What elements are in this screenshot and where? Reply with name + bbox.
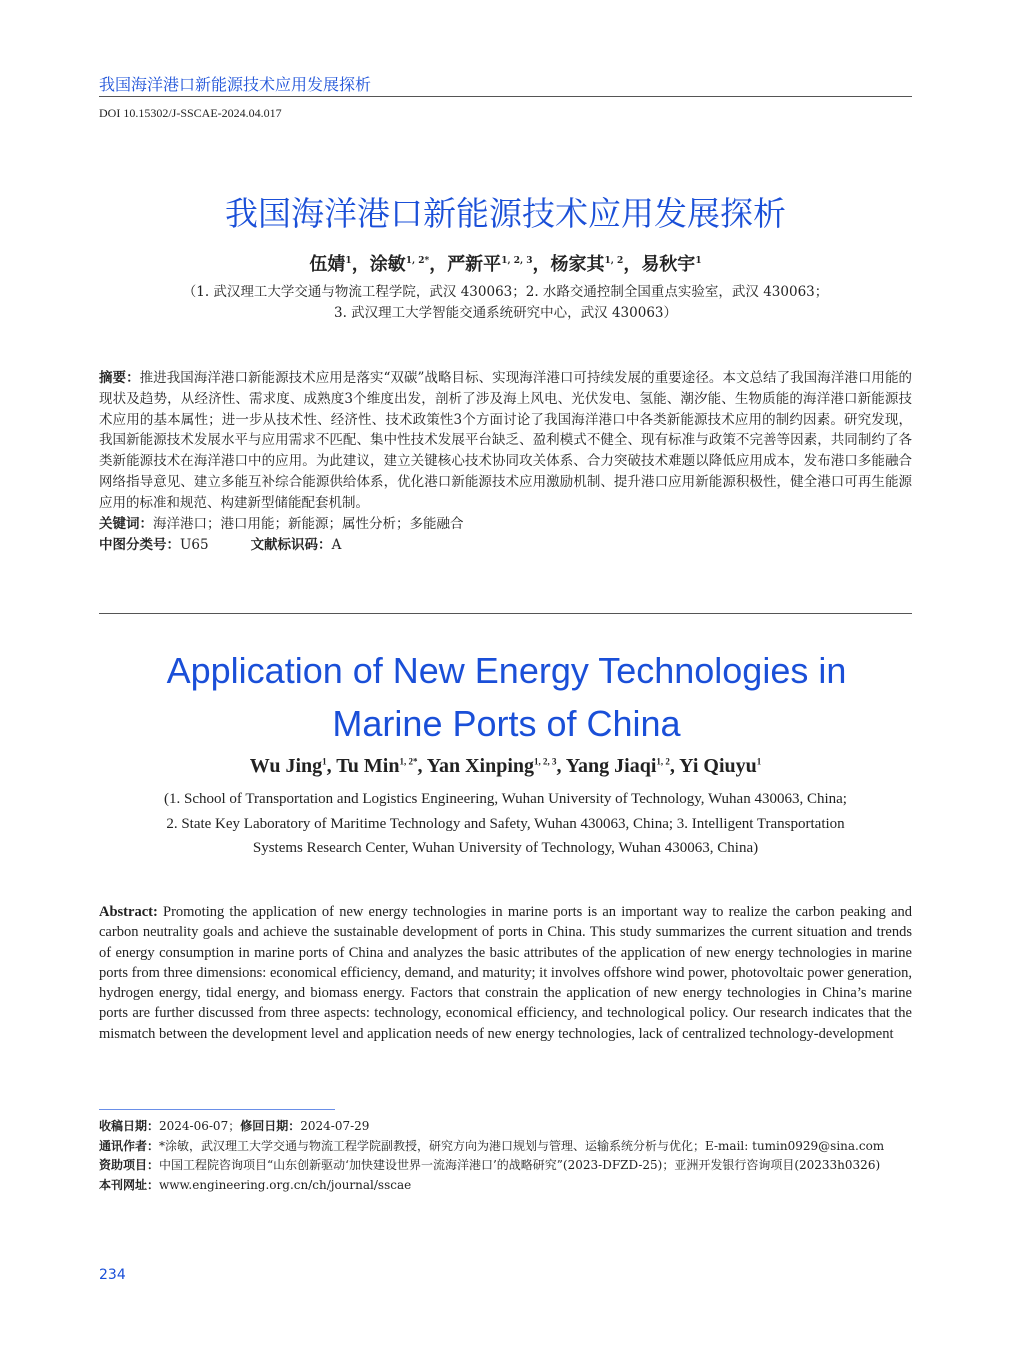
author: 杨家其$^{1, 2}$， <box>550 254 642 275</box>
abstract-label: 摘要： <box>99 370 140 386</box>
journal-url-link[interactable]: www.engineering.org.cn/ch/journal/sscae <box>159 1177 412 1192</box>
abstract-text: 推进我国海洋港口新能源技术应用是落实“双碳”战略目标、实现海洋港口可持续发展的重要途径。本文总结了我国海洋港口用能的现状及趋势，从经济性、需求度、成熟度3个维度出发，剖析了涉及海上风电、光伏发电、氢能、潮汐能、生物质能的海洋港口新能源技术应用的基本属性；进一步从技术性、经济性、技术政策性3个方面讨论了我国海洋港口中各类新能源技术应用的制约因素。研究发现，我国新能源技术发展水平与应用需求不匹配、集中性技术发展平台缺乏、盈利模式不健全、现有标准与政策不完善等因素，共同制约了各类新能源技术在海洋港口中的应用。为此建议，建立关键核心技术协同攻关体系、合力突破技术难题以降低应用成本，发布港口多能融合网络指导意见、建立多能互补综合能源供给体系，优化港口新能源技术应用激励机制、提升港口应用新能源积极性，健全港口可再生能源应用的标准和规范、构建新型储能配套机制。 <box>99 370 912 511</box>
clc-label: 中图分类号： <box>99 536 180 553</box>
affiliation-line: Systems Research Center, Wuhan University of Technology, Wuhan 430063, China) <box>252 840 759 856</box>
abstract-text: Promoting the application of new energy technologies in marine ports is an important way to realize the carbon peaking and carbon neutrality goals and achieve the sustainable development of ports in China. This study summarizes the current situation and trends of energy consumption in marine ports of China and analyzes the basic attributes of the application of new energy technologies in marine ports from three dimensions: economical efficiency, demand, and maturity; it involves offshore wind power, photovoltaic power generation, hydrogen energy, tidal energy, and biomass energy. Factors that constrain the application of new energy technologies in China’s marine ports are further discussed from three aspects: technology, economical efficiency, and technological policy. Our research indicates that the mismatch between the development level and application needs of new energy technologies, lack of centralized technology-development <box>99 904 912 1042</box>
classification <box>99 535 912 556</box>
running-head: 我国海洋港口新能源技术应用发展探析 <box>99 72 912 97</box>
dates: 收稿日期： 2024-06-07； 修回日期： 2024-07-29 <box>99 1119 370 1133</box>
title-cn: 我国海洋港口新能源技术应用发展探析 <box>225 194 786 233</box>
author: 伍婧$^1$， <box>309 254 370 275</box>
affiliations-cn <box>99 282 912 324</box>
keywords-text: 海洋港口；港口用能；新能源；属性分析；多能融合 <box>153 515 464 532</box>
divider <box>99 613 912 614</box>
footnote-divider <box>99 1109 335 1110</box>
affiliation-line: 2. State Key Laboratory of Maritime Technology and Safety, Wuhan 430063, China; 3. Intelligent Transportation <box>166 815 845 832</box>
doc-code-value: A <box>331 536 342 553</box>
footnotes <box>99 1117 912 1195</box>
author: 易秋宇$^1$ <box>641 254 702 275</box>
clc-value: U65 <box>180 536 209 553</box>
doi: DOI 10.15302/J-SSCAE-2024.04.017 <box>99 106 282 120</box>
funding: 资助项目： 中国工程院咨询项目“山东创新驱动‘加快建设世界一流海洋港口’的战略研究”(2023-DFZD-25)；亚洲开发银行咨询项目(20233h0326) <box>99 1158 881 1172</box>
affiliation-line: (1. School of Transportation and Logistics Engineering, Wuhan University of Technology, Wuhan 430063, China; <box>164 791 847 807</box>
author: 严新平$^{1, 2, 3}$， <box>447 254 551 275</box>
journal-url: 本刊网址： www.engineering.org.cn/ch/journal/sscae <box>99 1176 912 1196</box>
abstract-label: Abstract: <box>99 904 158 920</box>
corresponding-author: 通讯作者： *涂敏，武汉理工大学交通与物流工程学院副教授，研究方向为港口规划与管理、运输系统分析与优化；E-mail: tumin0929@sina.com <box>99 1138 885 1153</box>
doc-code-label: 文献标识码： <box>250 536 332 553</box>
abstract-en <box>99 902 912 1044</box>
affiliation-line: 3. 武汉理工大学智能交通系统研究中心，武汉 430063） <box>334 305 677 321</box>
authors-en: Wu Jing$^1$, Tu Min$^{1, 2*}$, Yan Xinping$^{1, 2, 3}$, Yang Jiaqi$^{1, 2}$, Yi Qiuyu$^1$ <box>249 755 762 777</box>
affiliation-line: （1. 武汉理工大学交通与物流工程学院，武汉 430063；2. 水路交通控制全国重点实验室，武汉 430063； <box>182 284 829 300</box>
page-number: 234 <box>99 1267 126 1283</box>
authors-cn <box>99 250 912 276</box>
affiliations-en <box>99 787 912 861</box>
abstract-cn <box>99 368 912 556</box>
title-en: Application of New Energy Technologies in Marine Ports of China <box>166 650 847 744</box>
keywords-cn <box>99 514 912 535</box>
author: 涂敏$^{1, 2*}$， <box>369 254 448 275</box>
keywords-label: 关键词： <box>99 515 153 532</box>
